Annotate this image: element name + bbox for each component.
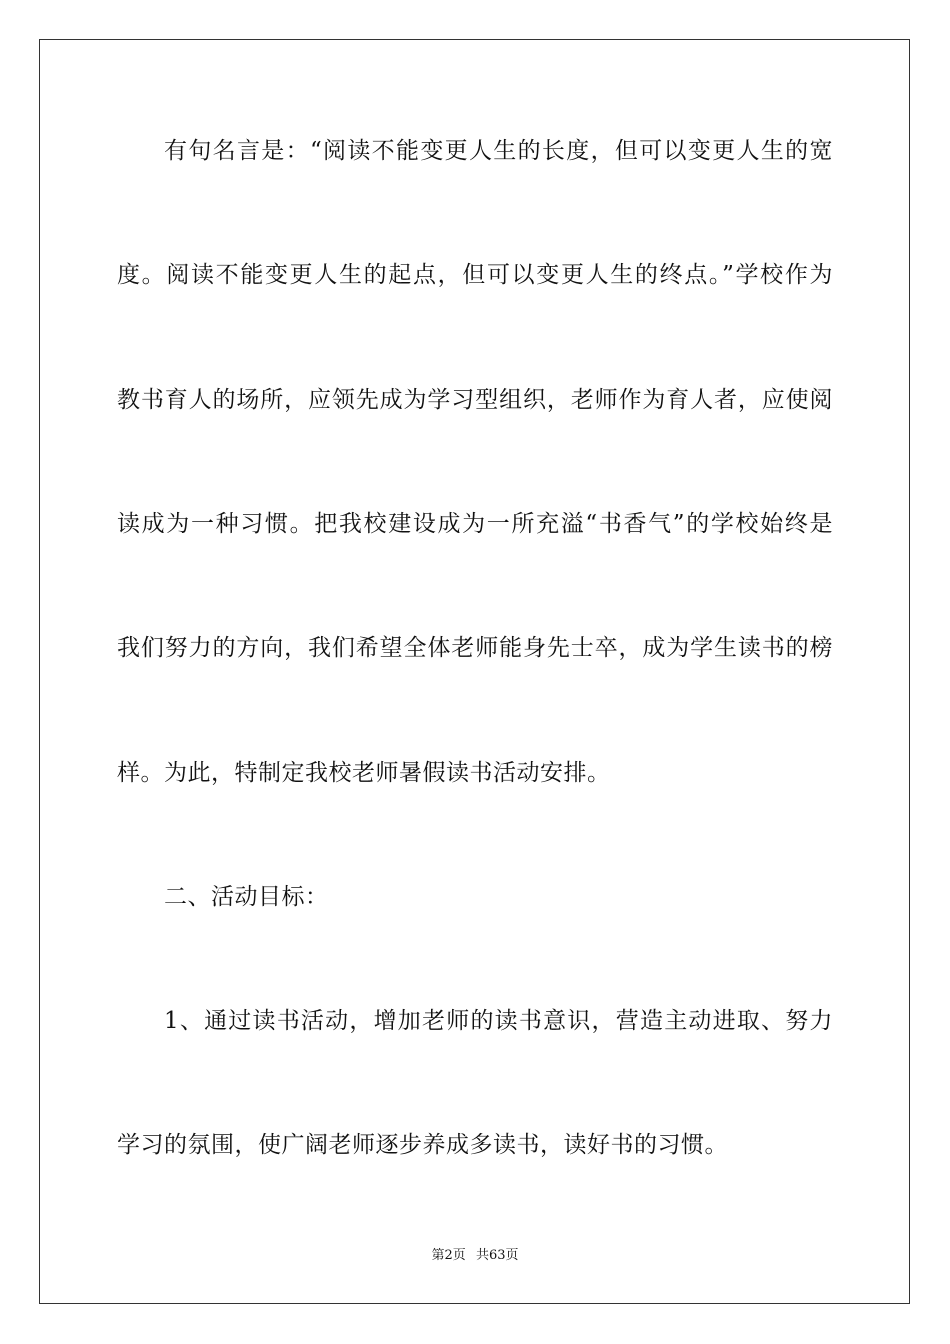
paragraph-line: 1、通过读书活动，增加老师的读书意识，营造主动进取、努力: [164, 1008, 833, 1034]
paragraph-line: 教书育人的场所，应领先成为学习型组织，老师作为育人者，应使阅: [117, 387, 833, 413]
page-number: 第2页: [431, 1248, 466, 1263]
page-footer: [0, 1247, 950, 1265]
paragraph-line: 度。阅读不能变更人生的起点，但可以变更人生的终点。”学校作为: [117, 262, 833, 288]
paragraph-line: 读成为一种习惯。把我校建设成为一所充溢“书香气”的学校始终是: [117, 511, 833, 537]
paragraph-line: 样。为此，特制定我校老师暑假读书活动安排。: [117, 760, 611, 786]
paragraph-line: 学习的氛围，使广阔老师逐步养成多读书，读好书的习惯。: [117, 1132, 728, 1158]
paragraph-line: 有句名言是：“阅读不能变更人生的长度，但可以变更人生的宽: [164, 138, 833, 164]
page-border: [39, 39, 910, 1304]
total-pages: 共63页: [475, 1248, 519, 1263]
section-heading: 二、活动目标：: [164, 884, 329, 910]
paragraph-line: 我们努力的方向，我们希望全体老师能身先士卒，成为学生读书的榜: [117, 635, 833, 661]
